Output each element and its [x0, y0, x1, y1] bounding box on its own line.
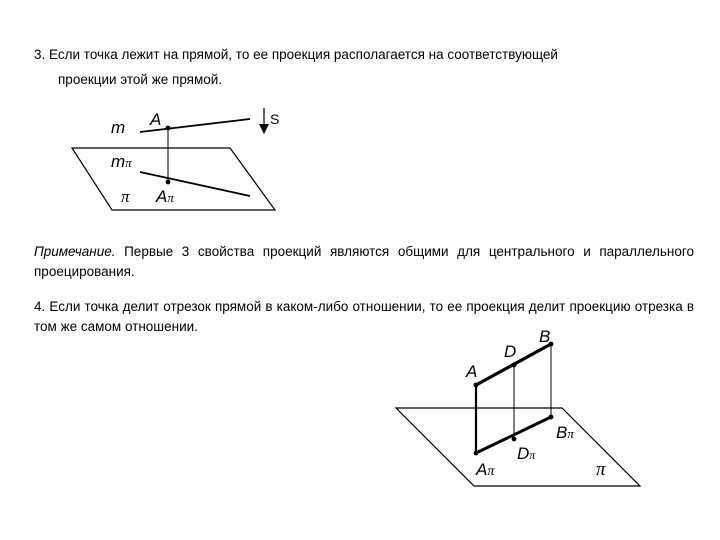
label-a-2-pi	[475, 460, 495, 479]
point-d	[512, 363, 517, 368]
point-a-2-projection	[474, 451, 479, 456]
label-a-pi-base: A	[156, 187, 168, 206]
label-a-2-pi-sub: π	[487, 464, 495, 479]
label-a: A	[150, 110, 162, 129]
point-b-projection	[549, 415, 554, 420]
note-text: Первые 3 свойства проекций являются общими для центрального и параллельного проецирования.	[34, 244, 694, 279]
label-m-pi-base: m	[111, 152, 126, 171]
label-m-pi	[111, 152, 132, 171]
property-3-line-1: 3. Если точка лежит на прямой, то ее проекция располагается на соответствующей	[34, 47, 558, 62]
label-a-pi-sub: π	[167, 190, 174, 205]
label-b: B	[539, 327, 551, 346]
label-d: D	[504, 342, 517, 361]
label-s: S	[270, 111, 280, 127]
figure-1	[72, 108, 279, 210]
property-3-line-2: проекции этой же прямой.	[58, 72, 223, 87]
note-label: Примечание.	[34, 244, 116, 259]
label-a-pi	[155, 187, 174, 206]
label-a-2-pi-base: A	[476, 460, 488, 479]
label-d-pi-base: D	[517, 444, 530, 463]
label-b-pi	[556, 423, 574, 442]
point-a-2	[474, 383, 479, 388]
label-pi-figure-1: π	[121, 187, 130, 206]
label-pi-figure-2: π	[596, 459, 606, 480]
label-b-pi-base: B	[556, 423, 568, 442]
direction-s-arrow-head	[259, 124, 269, 134]
figure-2	[396, 327, 640, 486]
property-4-paragraph: 4. Если точка делит отрезок прямой в каком-либо отношении, то ее проекция делит проекцию отрезка в том же самом отношении.	[34, 299, 694, 334]
point-a-projection	[166, 180, 171, 185]
point-a	[166, 126, 171, 131]
label-m: m	[111, 118, 126, 137]
label-d-pi	[517, 444, 536, 463]
label-b-pi-sub: π	[567, 426, 574, 441]
label-m-pi-sub: π	[125, 155, 132, 170]
label-d-pi-sub: π	[529, 448, 536, 462]
point-d-projection	[512, 437, 517, 442]
label-a-2: A	[466, 362, 478, 381]
